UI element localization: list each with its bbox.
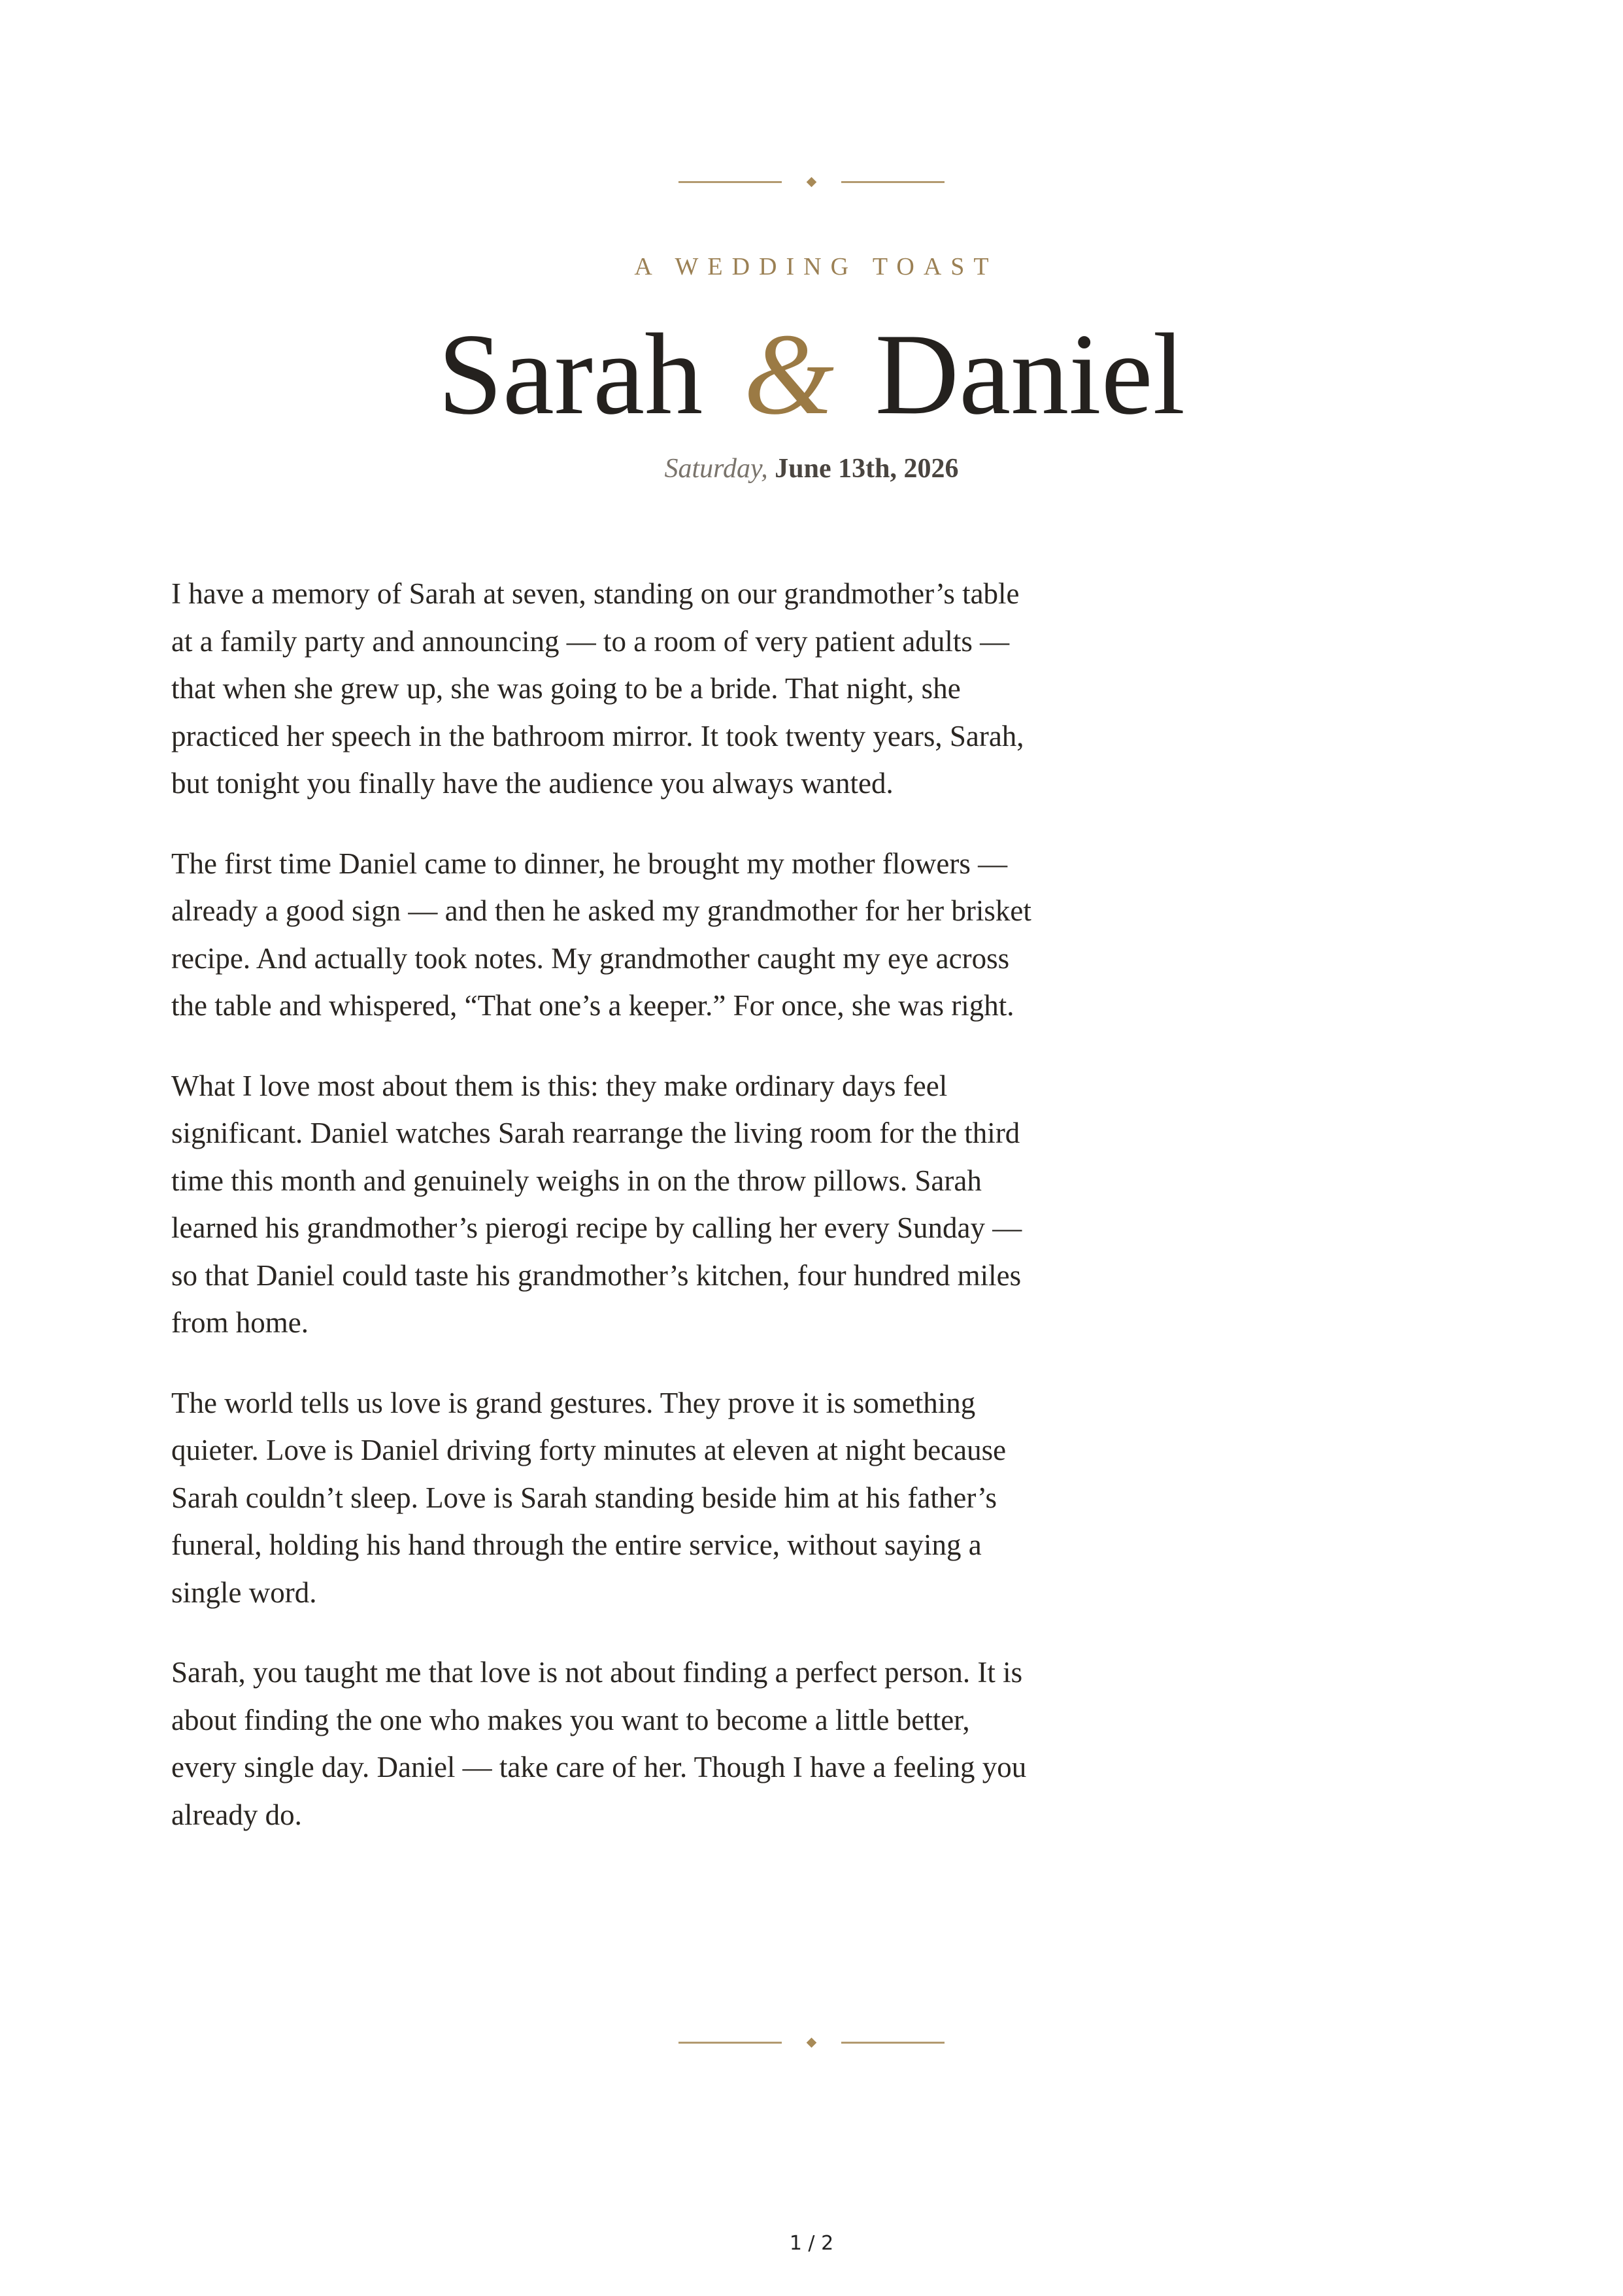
event-date — [0, 453, 1623, 484]
event-day: Saturday, — [664, 454, 768, 484]
paragraph: What I love most about them is this: they make ordinary days feel significant. Daniel watches Sarah rearrange the living room for the third time this month and genuinely weighs in on the throw pillows. Sarah learned his grandmother’s pierogi recipe by calling her every Sunday — so that Daniel could taste his grandmother’s kitchen, four hundred miles from home. — [171, 1069, 1022, 1339]
ornament-rule-right — [841, 181, 945, 183]
ornament-rule-left — [678, 181, 782, 183]
paragraph: The world tells us love is grand gestures. They prove it is something quieter. Love is Daniel driving forty minutes at eleven at night because Sarah couldn’t sleep. Love is Sarah standing beside him at his father’s funeral, holding his hand through the entire service, without saying a single word. — [171, 1386, 1007, 1609]
page-number: 1 / 2 — [789, 2232, 834, 2255]
toast-body — [171, 570, 1041, 1871]
event-date-value: June 13th, 2026 — [775, 454, 959, 484]
diamond-icon — [807, 177, 817, 187]
top-ornament — [0, 169, 1623, 195]
ampersand-glyph: & — [743, 309, 835, 439]
bottom-ornament — [0, 2029, 1623, 2055]
title-name-one: Sarah — [437, 309, 703, 439]
paragraph: I have a memory of Sarah at seven, standing on our grandmother’s table at a family party and announcing — to a room of very patient adults — that when she grew up, she was going to be a bride. That night, she practiced her speech in the bathroom mirror. It took twenty years, Sarah, but tonight you finally have the audience you always wanted. — [171, 577, 1024, 800]
page-title — [0, 309, 1623, 439]
paragraph: Sarah, you taught me that love is not about finding a perfect person. It is about finding the one who makes you want to become a little better, every single day. Daniel — take care of her. Though I have a feeling you already do. — [171, 1656, 1027, 1831]
paragraph: The first time Daniel came to dinner, he brought my mother flowers — already a good sign — and then he asked my grandmother for her brisket recipe. And actually took notes. My grandmother caught my eye across the table and whispered, “That one’s a keeper.” For once, she was right. — [171, 847, 1031, 1022]
title-name-two: Daniel — [875, 309, 1186, 439]
ornament-rule-right — [841, 2042, 945, 2044]
diamond-icon — [807, 2037, 817, 2048]
eyebrow-heading: A WEDDING TOAST — [634, 253, 998, 280]
ornament-rule-left — [678, 2042, 782, 2044]
